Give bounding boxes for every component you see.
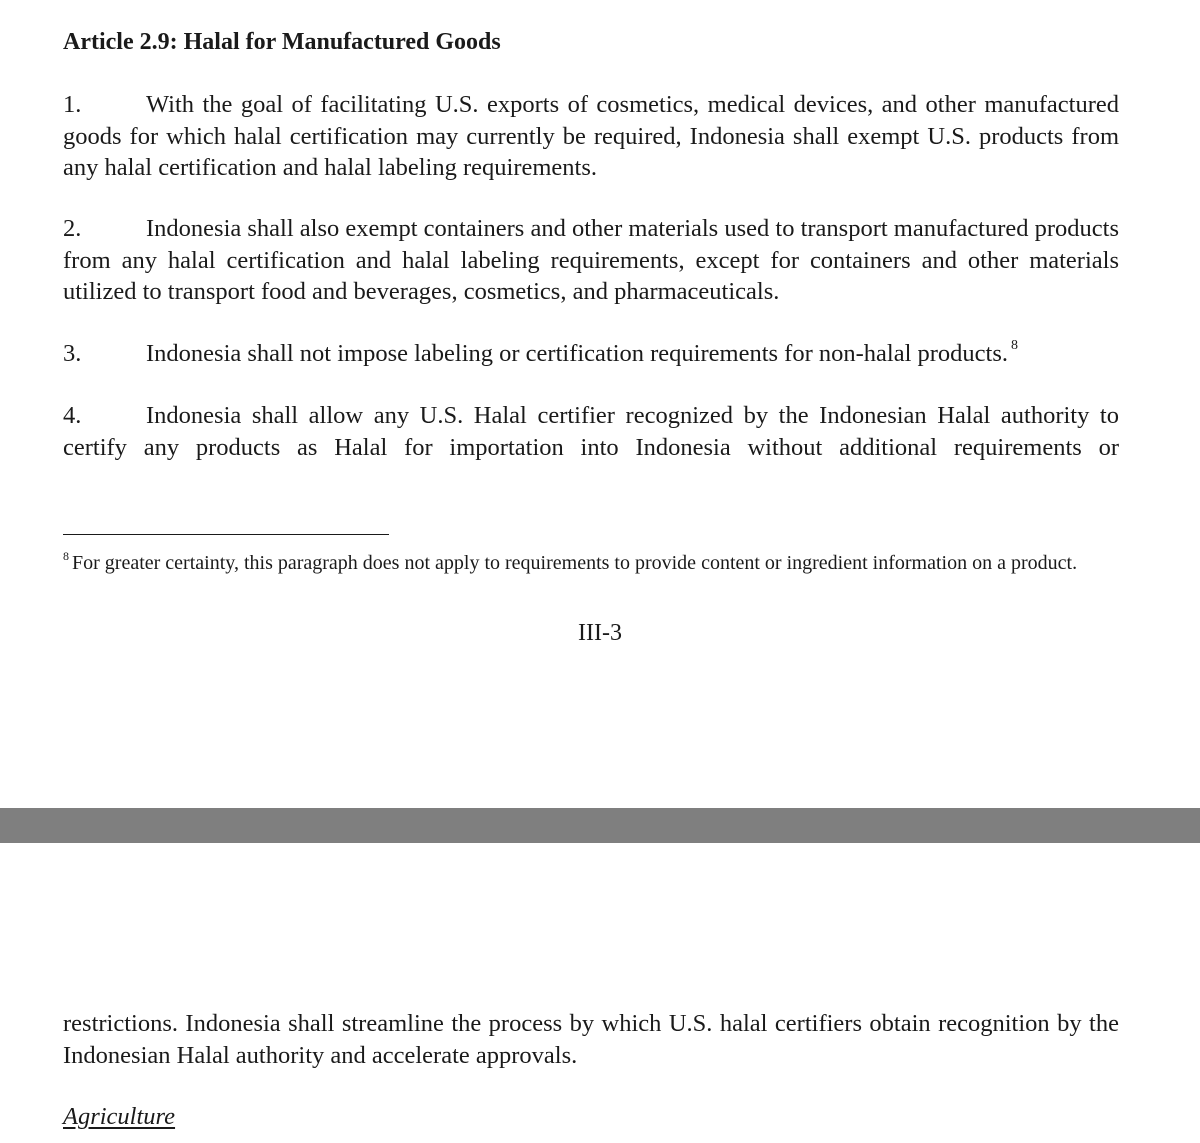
- paragraph-text: Indonesia shall allow any U.S. Halal certifier recognized by the Indonesian Halal authority to certify any products as Halal for importation into Indonesia without additional requirements or: [63, 402, 1119, 461]
- footnote-reference[interactable]: 8: [1011, 338, 1019, 353]
- article-heading: Article 2.9: Halal for Manufactured Goods: [63, 29, 501, 55]
- paragraph-number: 3.: [63, 340, 82, 367]
- footnote-separator: [63, 534, 389, 535]
- footnote: [63, 550, 1119, 576]
- paragraph-2: [63, 213, 1119, 308]
- paragraph-4-continuation: restrictions. Indonesia shall streamline the process by which U.S. halal certifiers obtain recognition by the Indonesian Halal authority and accelerate approvals.: [63, 1010, 1119, 1069]
- page-number: III-3: [578, 620, 622, 646]
- footnote-marker: 8: [63, 549, 69, 563]
- page-break-gap: [0, 808, 1200, 843]
- paragraph-number: 4.: [63, 402, 82, 429]
- paragraph-1: [63, 89, 1119, 184]
- paragraph-3: [63, 338, 1119, 370]
- section-heading-agriculture: Agriculture: [63, 1103, 176, 1130]
- paragraph-text: Indonesia shall not impose labeling or certification requirements for non-halal products.: [146, 340, 1009, 367]
- paragraph-4: [63, 400, 1119, 463]
- footnote-text: For greater certainty, this paragraph does not apply to requirements to provide content or ingredient information on a product.: [72, 552, 1078, 574]
- paragraph-text: Indonesia shall also exempt containers and other materials used to transport manufactured products from any halal certification and halal labeling requirements, except for containers and other materials utilized to transport food and beverages, cosmetics, and pharmaceuticals.: [63, 215, 1119, 305]
- paragraph-number: 1.: [63, 91, 82, 118]
- document-page-lower: [0, 843, 1200, 1143]
- paragraph-text: With the goal of facilitating U.S. exports of cosmetics, medical devices, and other manufactured goods for which halal certification may currently be required, Indonesia shall exempt U.S. products from any halal certification and halal labeling requirements.: [63, 91, 1119, 181]
- paragraph-number: 2.: [63, 215, 82, 242]
